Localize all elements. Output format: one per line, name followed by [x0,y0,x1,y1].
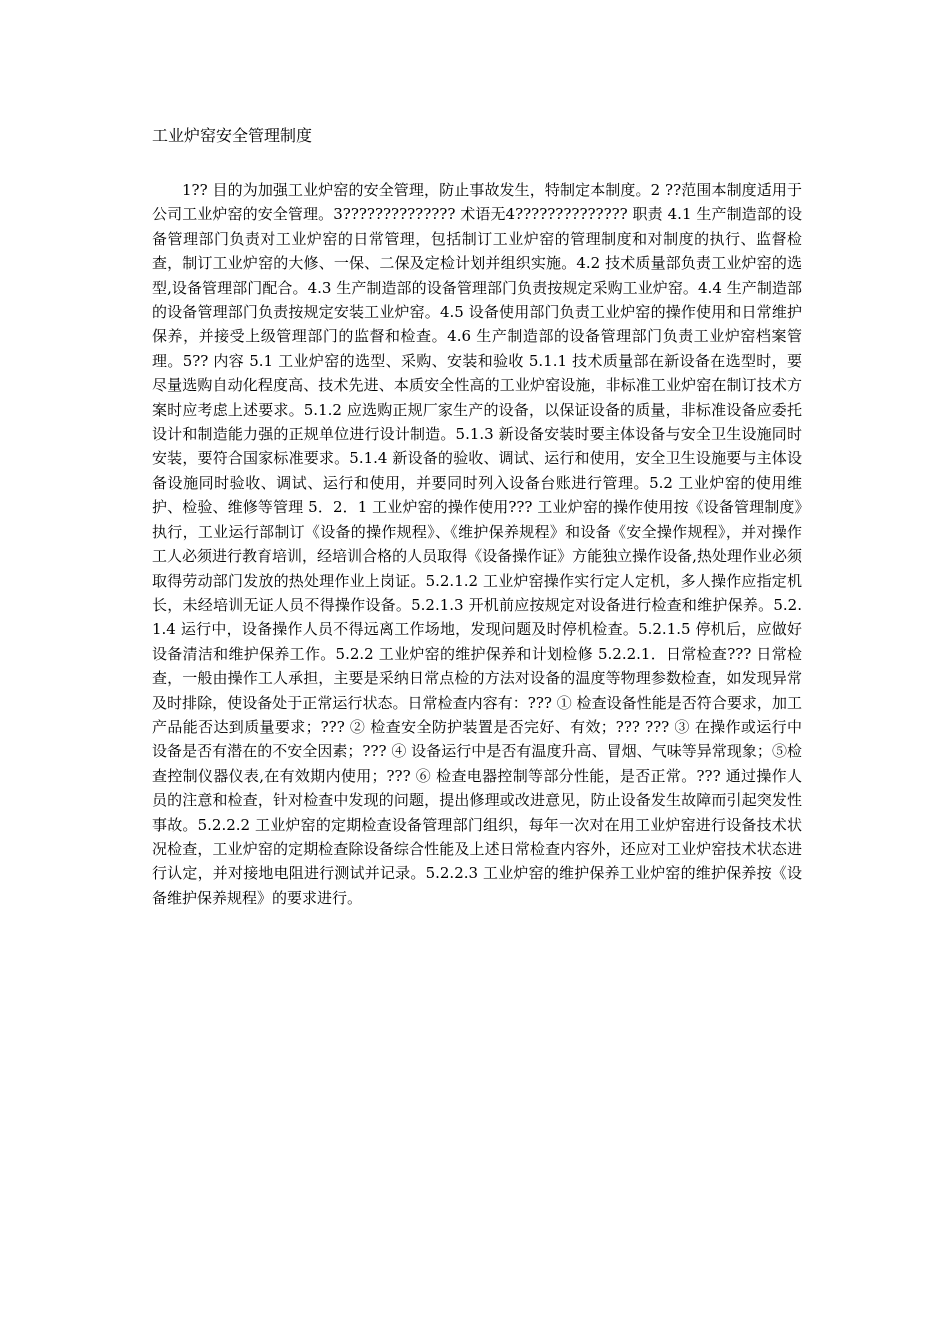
document-body-paragraph: 1?? 目的为加强工业炉窑的安全管理，防止事故发生，特制定本制度。2 ??范围本制度适用于公司工业炉窑的安全管理。3?????????????? 术语无4?????????????? 职责 4.1 生产制造部的设备管理部门负责对工业炉窑的日常管理，包括制订工业炉窑的管理制度和对制度的执行、监督检查，制订工业炉窑的大修、一保、二保及定检计划并组织实施。4.2 技术质量部负责工业炉窑的选型,设备管理部门配合。4.3 生产制造部的设备管理部门负责按规定采购工业炉窑。4.4 生产制造部的设备管理部门负责按规定安装工业炉窑。4.5 设备使用部门负责工业炉窑的操作使用和日常维护保养，并接受上级管理部门的监督和检查。4.6 生产制造部的设备管理部门负责工业炉窑档案管理。5?? 内容 5.1 工业炉窑的选型、采购、安装和验收 5.1.1 技术质量部在新设备在选型时，要尽量选购自动化程度高、技术先进、本质安全性高的工业炉窑设施，非标准工业炉窑在制订技术方案时应考虑上述要求。5.1.2 应选购正规厂家生产的设备，以保证设备的质量，非标准设备应委托设计和制造能力强的正规单位进行设计制造。5.1.3 新设备安装时要主体设备与安全卫生设施同时安装，要符合国家标准要求。5.1.4 新设备的验收、调试、运行和使用，安全卫生设施要与主体设备设施同时验收、调试、运行和使用，并要同时列入设备台账进行管理。5.2 工业炉窑的使用维护、检验、维修等管理 5．2．1 工业炉窑的操作使用??? 工业炉窑的操作使用按《设备管理制度》执行，工业运行部制订《设备的操作规程》、《维护保养规程》和设备《安全操作规程》，并对操作工人必须进行教育培训，经培训合格的人员取得《设备操作证》方能独立操作设备,热处理作业必须取得劳动部门发放的热处理作业上岗证。5.2.1.2 工业炉窑操作实行定人定机，多人操作应指定机长，未经培训无证人员不得操作设备。5.2.1.3 开机前应按规定对设备进行检查和维护保养。5.2.1.4 运行中，设备操作人员不得远离工作场地，发现问题及时停机检查。5.2.1.5 停机后，应做好设备清洁和维护保养工作。5.2.2 工业炉窑的维护保养和计划检修 5.2.2.1．日常检查??? 日常检查，一般由操作工人承担，主要是采纳日常点检的方法对设备的温度等物理参数检查，如发现异常及时排除，使设备处于正常运行状态。日常检查内容有：??? ① 检查设备性能是否符合要求，加工产品能否达到质量要求；??? ② 检查安全防护装置是否完好、有效；??? ??? ③ 在操作或运行中设备是否有潜在的不安全因素；??? ④ 设备运行中是否有温度升高、冒烟、气味等异常现象；⑤检查控制仪器仪表,在有效期内使用；??? ⑥ 检查电器控制等部分性能，是否正常。??? 通过操作人员的注意和检查，针对检查中发现的问题，提出修理或改进意见，防止设备发生故障而引起突发性事故。5.2.2.2 工业炉窑的定期检查设备管理部门组织，每年一次对在用工业炉窑进行设备技术状况检查，工业炉窑的定期检查除设备综合性能及上述日常检查内容外，还应对工业炉窑技术状态进行认定，并对接地电阻进行测试并记录。5.2.2.3 工业炉窑的维护保养工业炉窑的维护保养按《设备维护保养规程》的要求进行。 [152,181,802,907]
document-title: 工业炉窑安全管理制度 [152,126,313,145]
